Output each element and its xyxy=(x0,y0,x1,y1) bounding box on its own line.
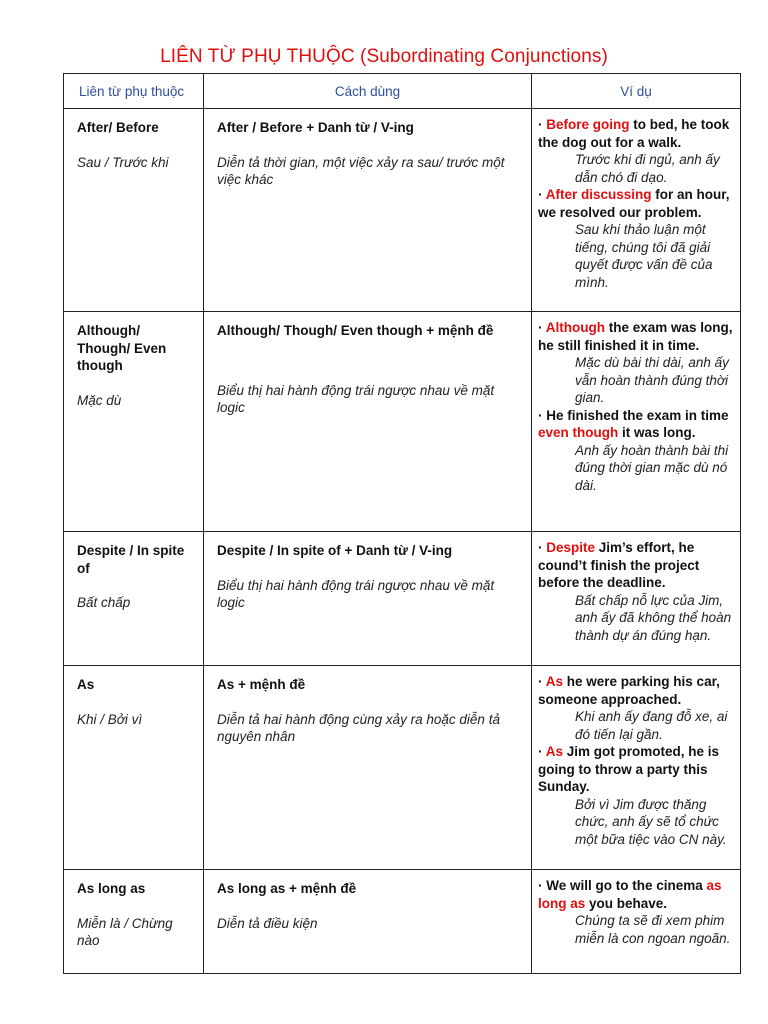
example-cell xyxy=(532,109,741,312)
example-sentence: · Despite Jim’s effort, he cound’t finish the project before the deadline. xyxy=(538,540,700,590)
table-row xyxy=(64,312,741,532)
conjunction-meaning: Khi / Bởi vì xyxy=(77,711,143,727)
page-title: LIÊN TỪ PHỤ THUỘC (Subordinating Conjunctions) xyxy=(160,46,608,67)
header-row xyxy=(64,74,741,109)
conjunction-meaning: Mặc dù xyxy=(77,392,122,408)
example-translation: Chúng ta sẽ đi xem phim miễn là con ngoan ngoãn. xyxy=(575,913,731,946)
conjunction-term: As long as xyxy=(77,881,146,896)
example-translation: Bởi vì Jim được thăng chức, anh ấy sẽ tổ chức một bữa tiệc vào CN này. xyxy=(575,796,727,847)
table-row xyxy=(64,532,741,666)
conjunction-cell xyxy=(64,666,204,870)
conjunction-term: After/ Before xyxy=(77,120,159,135)
usage-description: Diễn tả thời gian, một việc xảy ra sau/ trước một việc khác xyxy=(217,154,505,187)
example-sentence: · Before going to bed, he took the dog out for a walk. xyxy=(538,117,730,150)
usage-formula: As long as + mệnh đề xyxy=(217,881,357,896)
example-cell xyxy=(532,666,741,870)
example-translation: Khi anh ấy đang đỗ xe, ai đó tiến lại gần. xyxy=(575,709,728,742)
header-conjunction: Liên từ phụ thuộc xyxy=(64,74,204,109)
usage-formula: Although/ Though/ Even though + mệnh đề xyxy=(217,323,494,338)
example-sentence: · As Jim got promoted, he is going to throw a party this Sunday. xyxy=(538,744,720,794)
usage-description: Biểu thị hai hành động trái ngược nhau về mặt logic xyxy=(217,382,495,415)
example-cell xyxy=(532,532,741,666)
example-cell xyxy=(532,312,741,532)
example-translation: Anh ấy hoàn thành bài thi đúng thời gian mặc dù nó dài. xyxy=(575,442,729,493)
conjunction-term: Although/ Though/ Even though xyxy=(77,323,167,373)
usage-description: Diễn tả hai hành động cùng xảy ra hoặc diễn tả nguyên nhân xyxy=(217,711,500,744)
conjunction-term: Despite / In spite of xyxy=(77,543,185,576)
conjunction-meaning: Sau / Trước khi xyxy=(77,154,169,170)
example-translation: Trước khi đi ngủ, anh ấy dẫn chó đi dạo. xyxy=(575,152,720,185)
conjunction-cell xyxy=(64,312,204,532)
conjunction-cell xyxy=(64,532,204,666)
usage-cell xyxy=(204,870,532,974)
example-sentence: · He finished the exam in time even though it was long. xyxy=(538,407,729,440)
conjunction-meaning: Bất chấp xyxy=(77,595,131,610)
usage-description: Diễn tả điều kiện xyxy=(217,915,318,931)
usage-cell xyxy=(204,109,532,312)
usage-cell xyxy=(204,532,532,666)
example-sentence: · Although the exam was long, he still finished it in time. xyxy=(538,320,733,353)
table-row xyxy=(64,870,741,974)
usage-formula: As + mệnh đề xyxy=(217,677,306,692)
example-sentence: · As he were parking his car, someone approached. xyxy=(538,674,720,707)
usage-cell xyxy=(204,666,532,870)
conjunctions-table xyxy=(63,73,741,974)
example-cell xyxy=(532,870,741,974)
header-usage: Cách dùng xyxy=(204,74,532,109)
example-sentence: · After discussing for an hour, we resolved our problem. xyxy=(538,187,730,220)
conjunction-meaning: Miễn là / Chừng nào xyxy=(77,915,173,948)
table-row xyxy=(64,666,741,870)
conjunction-term: As xyxy=(77,677,95,692)
example-translation: Bất chấp nỗ lực của Jim, anh ấy đã không thể hoàn thành dự án đúng hạn. xyxy=(575,592,732,643)
conjunction-cell xyxy=(64,109,204,312)
usage-formula: After / Before + Danh từ / V-ing xyxy=(217,120,414,135)
usage-cell xyxy=(204,312,532,532)
usage-formula: Despite / In spite of + Danh từ / V-ing xyxy=(217,543,453,558)
conjunction-cell xyxy=(64,870,204,974)
example-translation: Sau khi thảo luận một tiếng, chúng tôi đã giải quyết được vấn đề của mình. xyxy=(575,222,713,290)
table-row xyxy=(64,109,741,312)
example-translation: Mặc dù bài thi dài, anh ấy vẫn hoàn thành đúng thời gian. xyxy=(575,355,729,405)
usage-description: Biểu thị hai hành động trái ngược nhau về mặt logic xyxy=(217,577,495,610)
header-example: Ví dụ xyxy=(532,74,741,109)
example-sentence: · We will go to the cinema as long as you behave. xyxy=(538,878,722,911)
